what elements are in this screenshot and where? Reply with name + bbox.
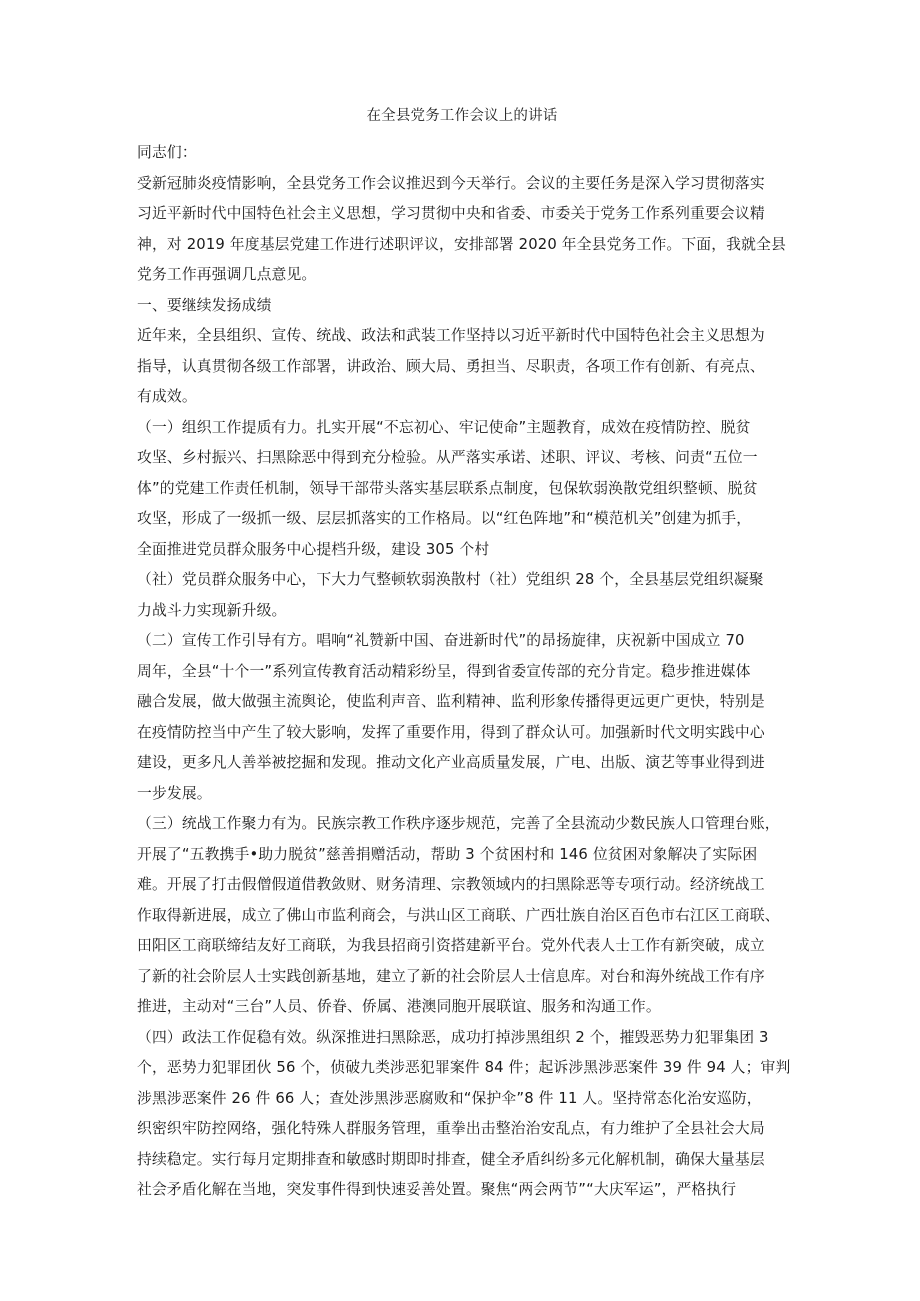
text-line: 全面推进党员群众服务中心提档升级，建设 305 个村 [137, 540, 490, 558]
text-line: 周年，全县“十个一”系列宣传教育活动精彩纷呈，得到省委宣传部的充分肯定。稳步推进媒体 [137, 662, 751, 680]
text-line: 同志们： [137, 144, 197, 161]
text-line: （社）党员群众服务中心，下大力气整顿软弱涣散村（社）党组织 28 个，全县基层党组织凝聚 [137, 571, 764, 588]
text-line: 受新冠肺炎疫情影响，全县党务工作会议推迟到今天举行。会议的主要任务是深入学习贯彻落实 [137, 174, 765, 192]
text-line: 建设，更多凡人善举被挖掘和发现。推动文化产业高质量发展，广电、出版、演艺等事业得到进 [137, 754, 765, 771]
text-line: 体”的党建工作责任机制，领导干部带头落实基层联系点制度，包保软弱涣散党组织整顿、脱贫 [137, 479, 758, 497]
text-line: （三）统战工作聚力有为。民族宗教工作秩序逐步规范，完善了全县流动少数民族人口管理台账， [137, 815, 780, 832]
text-line: 了新的社会阶层人士实践创新基地，建立了新的社会阶层人士信息库。对台和海外统战工作有序 [137, 967, 765, 985]
text-line: 织密织牢防控网络，强化特殊人群服务管理，重拳出击整治治安乱点，有力维护了全县社会大局 [137, 1120, 765, 1137]
text-line: （二）宣传工作引导有方。唱响“礼赞新中国、奋进新时代”的昂扬旋律，庆祝新中国成立 70 [137, 632, 745, 649]
text-line: 个，恶势力犯罪团伙 56 个，侦破九类涉恶犯罪案件 84 件；起诉涉黑涉恶案件 39 件 94 人；审判 [137, 1059, 791, 1076]
text-line: 有成效。 [137, 388, 197, 405]
text-line: 持续稳定。实行每月定期排查和敏感时期即时排查，健全矛盾纠纷多元化解机制，确保大量基层 [137, 1150, 765, 1168]
text-line: （四）政法工作促稳有效。纵深推进扫黑除恶，成功打掉涉黑组织 2 个，摧毁恶势力犯罪集团 3 [137, 1028, 769, 1046]
text-line: 社会矛盾化解在当地，突发事件得到快速妥善处置。聚焦“两会两节”“大庆军运”，严格执行 [137, 1181, 737, 1198]
text-line: 推进，主动对“三台”人员、侨眷、侨属、港澳同胞开展联谊、服务和沟通工作。 [137, 998, 661, 1015]
text-line: 神，对 2019 年度基层党建工作进行述职评议，安排部署 2020 年全县党务工作。下面，我就全县 [137, 235, 786, 253]
text-line: 党务工作再强调几点意见。 [137, 266, 317, 283]
text-line: 田阳区工商联缔结友好工商联，为我县招商引资搭建新平台。党外代表人士工作有新突破，成立 [137, 937, 765, 954]
text-line: 开展了“五教携手•助力脱贫”慈善捐赠活动，帮助 3 个贫困村和 146 位贫困对象解决了实际困 [137, 845, 758, 863]
text-line: （一）组织工作提质有力。扎实开展“不忘初心、牢记使命”主题教育，成效在疫情防控、脱贫 [137, 418, 751, 436]
text-line: 作取得新进展，成立了佛山市监利商会，与洪山区工商联、广西壮族自治区百色市右江区工商联、 [137, 906, 780, 924]
text-line: 指导，认真贯彻各级工作部署，讲政治、顾大局、勇担当、尽职责，各项工作有创新、有亮点、 [137, 357, 765, 375]
document-body [137, 106, 791, 1206]
text-line: 一步发展。 [137, 784, 212, 802]
text-line: 攻坚，形成了一级抓一级、层层抓落实的工作格局。以“红色阵地”和“模范机关”创建为抓手， [137, 510, 752, 527]
text-line: 近年来，全县组织、宣传、统战、政法和武装工作坚持以习近平新时代中国特色社会主义思想为 [137, 327, 765, 344]
text-line: 在疫情防控当中产生了较大影响，发挥了重要作用，得到了群众认可。加强新时代文明实践中心 [137, 723, 765, 741]
section-heading: 一、要继续发扬成绩 [137, 296, 272, 314]
text-line: 习近平新时代中国特色社会主义思想，学习贯彻中央和省委、市委关于党务工作系列重要会议精 [137, 205, 765, 222]
document-title: 在全县党务工作会议上的讲话 [366, 108, 558, 124]
text-line: 融合发展，做大做强主流舆论，使监利声音、监利精神、监利形象传播得更远更广更快，特别是 [137, 693, 765, 710]
text-line: 涉黑涉恶案件 26 件 66 人；查处涉黑涉恶腐败和“保护伞”8 件 11 人。坚持常态化治安巡防， [137, 1089, 762, 1107]
text-line: 难。开展了打击假僧假道借教敛财、财务清理、宗教领域内的扫黑除恶等专项行动。经济统战工 [137, 876, 765, 893]
text-line: 攻坚、乡村振兴、扫黑除恶中得到充分检验。从严落实承诺、述职、评议、考核、问责“五位一 [137, 449, 758, 466]
text-line: 力战斗力实现新升级。 [137, 601, 287, 619]
